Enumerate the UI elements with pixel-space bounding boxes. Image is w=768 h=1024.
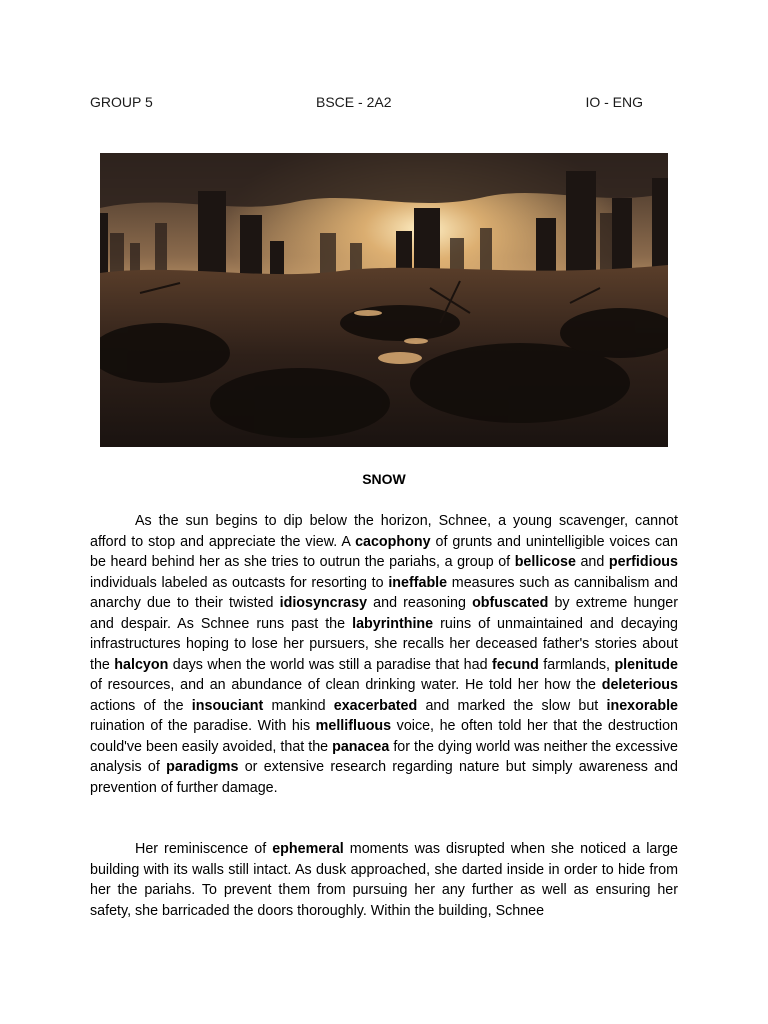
text-run: moments was disrupted when she noticed a large building with its walls still intact. As dusk approached, she darted inside in order to hide from her the pariahs. To prevent them from pursuing her any further as well as ensuring her safety, she barricaded the doors thoroughly. Within the building, Schnee — [90, 841, 678, 919]
vocabulary-word: fecund — [491, 656, 539, 673]
text-run: actions of the — [90, 697, 192, 714]
vocabulary-word: deleterious — [601, 677, 678, 693]
vocabulary-word: obfuscated — [472, 595, 549, 611]
section-label: BSCE - 2A2 — [316, 94, 392, 110]
text-run: mankind — [263, 697, 334, 714]
text-run: Her reminiscence of — [135, 841, 273, 857]
vocabulary-word: insouciant — [191, 697, 264, 714]
vocabulary-word: panacea — [332, 738, 390, 755]
text-run: days when the world was still a paradise that had — [168, 656, 492, 673]
text-run: ruins of unmaintained and decaying infrastructures hoping to lose her pursuers, she recalls her deceased father's stories about the — [90, 615, 679, 673]
vocabulary-word: cacophony — [355, 533, 431, 550]
vocabulary-word: mellifluous — [315, 718, 392, 734]
group-label: GROUP 5 — [90, 94, 153, 110]
vocabulary-word: ephemeral — [272, 841, 344, 857]
text-run: voice, he often told her that the destruction could've been easily avoided, that the — [90, 718, 678, 755]
story-title: SNOW — [362, 471, 406, 487]
body-paragraph-1 — [90, 511, 678, 798]
text-run: and marked the slow but — [417, 697, 607, 714]
document-header — [90, 94, 678, 112]
vocabulary-word: inexorable — [606, 697, 678, 714]
text-run: As the sun begins to dip below the horizon, Schnee, a young scavenger, cannot afford to stop and appreciate the view. A — [90, 513, 678, 550]
vocabulary-word: perfidious — [608, 554, 678, 570]
text-run: farmlands, — [538, 656, 615, 673]
vocabulary-word: bellicose — [514, 554, 576, 570]
text-run: of resources, and an abundance of clean drinking water. He told her how the — [90, 677, 602, 693]
vocabulary-word: ineffable — [388, 574, 448, 591]
text-run: ruination of the paradise. With his — [90, 718, 316, 734]
text-run: by extreme hunger and despair. As Schnee runs past the — [90, 595, 678, 632]
text-run: measures such as cannibalism and anarchy due to their twisted — [90, 574, 678, 611]
vocabulary-word: halcyon — [114, 656, 169, 673]
vocabulary-word: paradigms — [166, 759, 239, 775]
vocabulary-word: plenitude — [614, 656, 678, 673]
body-paragraph-2 — [90, 839, 678, 921]
vocabulary-word: idiosyncrasy — [279, 595, 368, 611]
text-run: of grunts and unintelligible voices can be heard behind her as she tries to outrun the pariahs, a group of — [90, 533, 679, 570]
text-run: for the dying world was neither the excessive analysis of — [90, 738, 678, 775]
text-run: or extensive research regarding nature but simply awareness and prevention of further damage. — [90, 759, 678, 796]
text-run: and — [575, 554, 609, 570]
ruined-city-sunset-image — [100, 153, 668, 447]
vocabulary-word: exacerbated — [333, 697, 418, 714]
course-label: IO - ENG — [585, 94, 643, 110]
text-run: individuals labeled as outcasts for resorting to — [90, 574, 389, 591]
vocabulary-word: labyrinthine — [352, 615, 434, 632]
text-run: and reasoning — [367, 595, 473, 611]
